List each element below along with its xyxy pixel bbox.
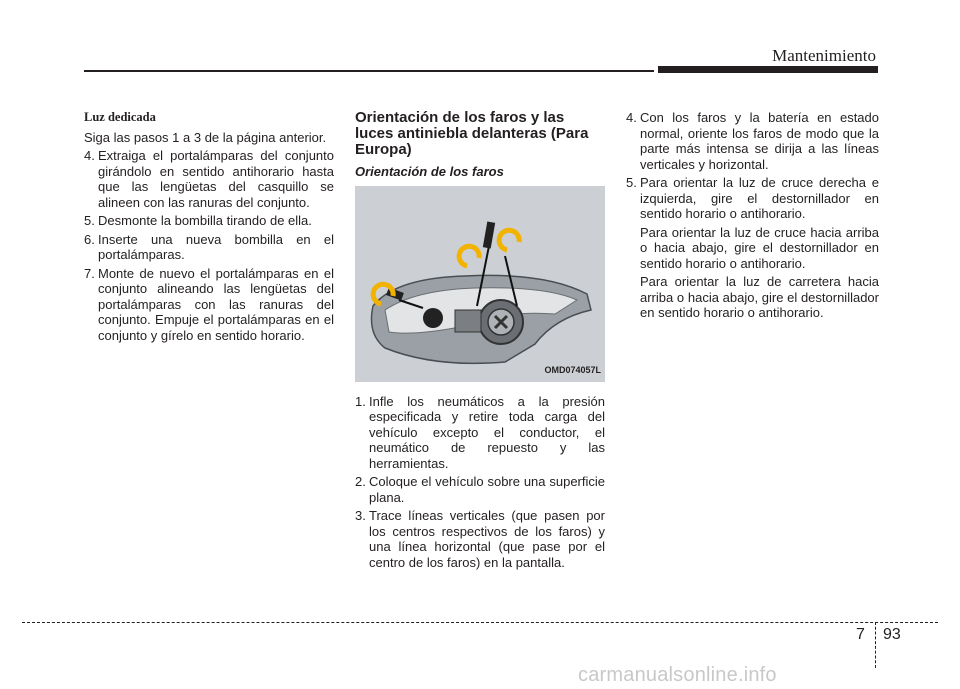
step-text: Extraiga el portalámparas del conjunto girándolo en sentido antihorario hasta que las lengüetas del casquillo se alineen con las ranuras del conjunto. — [98, 148, 334, 210]
step-extra-text: Para orientar la luz de carretera hacia arriba o hacia abajo, gire el destornillador en sentido horario o antihorario. — [640, 274, 879, 320]
step-extra-text: Para orientar la luz de cruce hacia arriba o hacia abajo, gire el destornillador en sentido horario o antihorario. — [640, 224, 879, 271]
footer-vertical-dashed-rule — [875, 622, 876, 668]
chapter-number: 7 — [856, 626, 865, 643]
footer-dashed-rule — [22, 622, 938, 623]
step-text: Con los faros y la batería en estado normal, oriente los faros de modo que la parte más intensa se dirija a las líneas verticales y horizontal. — [640, 110, 879, 172]
list-item — [626, 175, 879, 321]
list-item — [355, 474, 605, 505]
section-heading: Orientación de los faros y las luces antiniebla delanteras (Para Europa) — [355, 109, 589, 158]
step-number: 4. — [84, 148, 95, 163]
list-item — [355, 508, 605, 570]
list-item — [84, 266, 334, 344]
subheading-luz-dedicada: Luz dedicada — [84, 110, 156, 124]
step-number: 4. — [626, 110, 637, 125]
intro-text: Siga las pasos 1 a 3 de la página anterior. — [84, 129, 327, 145]
column-3 — [626, 110, 879, 324]
column-1 — [84, 110, 334, 346]
list-item — [84, 213, 334, 229]
figure-code: OMD074057L — [544, 365, 601, 375]
list-item — [84, 148, 334, 210]
step-text: Desmonte la bombilla tirando de ella. — [98, 213, 312, 228]
column-2 — [355, 110, 605, 573]
steps-list-col2 — [355, 394, 605, 571]
page-number: 93 — [883, 626, 901, 643]
list-item — [84, 232, 334, 263]
step-text: Trace líneas verticales (que pasen por los centros respectivos de los faros) y una línea horizontal (que pase por el centro de los faros) en la pantalla. — [369, 508, 605, 570]
step-text: Monte de nuevo el portalámparas en el conjunto alineando las lengüetas del portalámparas con las ranuras del conjunto. Empuje el portalámparas en el conjunto y gírelo en sentido horario. — [98, 265, 334, 343]
step-number: 6. — [84, 231, 95, 247]
list-item — [355, 394, 605, 472]
step-text: Coloque el vehículo sobre una superficie plana. — [369, 474, 605, 505]
step-text: Inserte una nueva bombilla en el portalámparas. — [98, 231, 334, 262]
steps-list-col3 — [626, 110, 879, 321]
step-number: 5. — [84, 213, 95, 228]
steps-list-col1 — [84, 148, 334, 343]
step-text: Para orientar la luz de cruce derecha e izquierda, gire el destornillador en sentido horario o antihorario. — [640, 175, 879, 221]
step-number: 7. — [84, 265, 95, 281]
section-subheading: Orientación de los faros — [355, 164, 504, 179]
step-number: 3. — [355, 508, 366, 523]
step-number: 5. — [626, 175, 637, 190]
header-rule — [84, 70, 654, 72]
page-header-title: Mantenimiento — [772, 46, 876, 65]
step-text: Infle los neumáticos a la presión especificada y retire toda carga del vehículo excepto el conductor, el neumático de repuesto y las herramientas. — [369, 393, 605, 471]
step-number: 1. — [355, 393, 366, 409]
step-number: 2. — [355, 474, 366, 489]
watermark-text: carmanualsonline.info — [578, 664, 777, 686]
headlamp-illustration — [355, 186, 605, 382]
headlamp-figure — [355, 186, 605, 382]
list-item — [626, 110, 879, 172]
header-bar — [658, 66, 878, 73]
